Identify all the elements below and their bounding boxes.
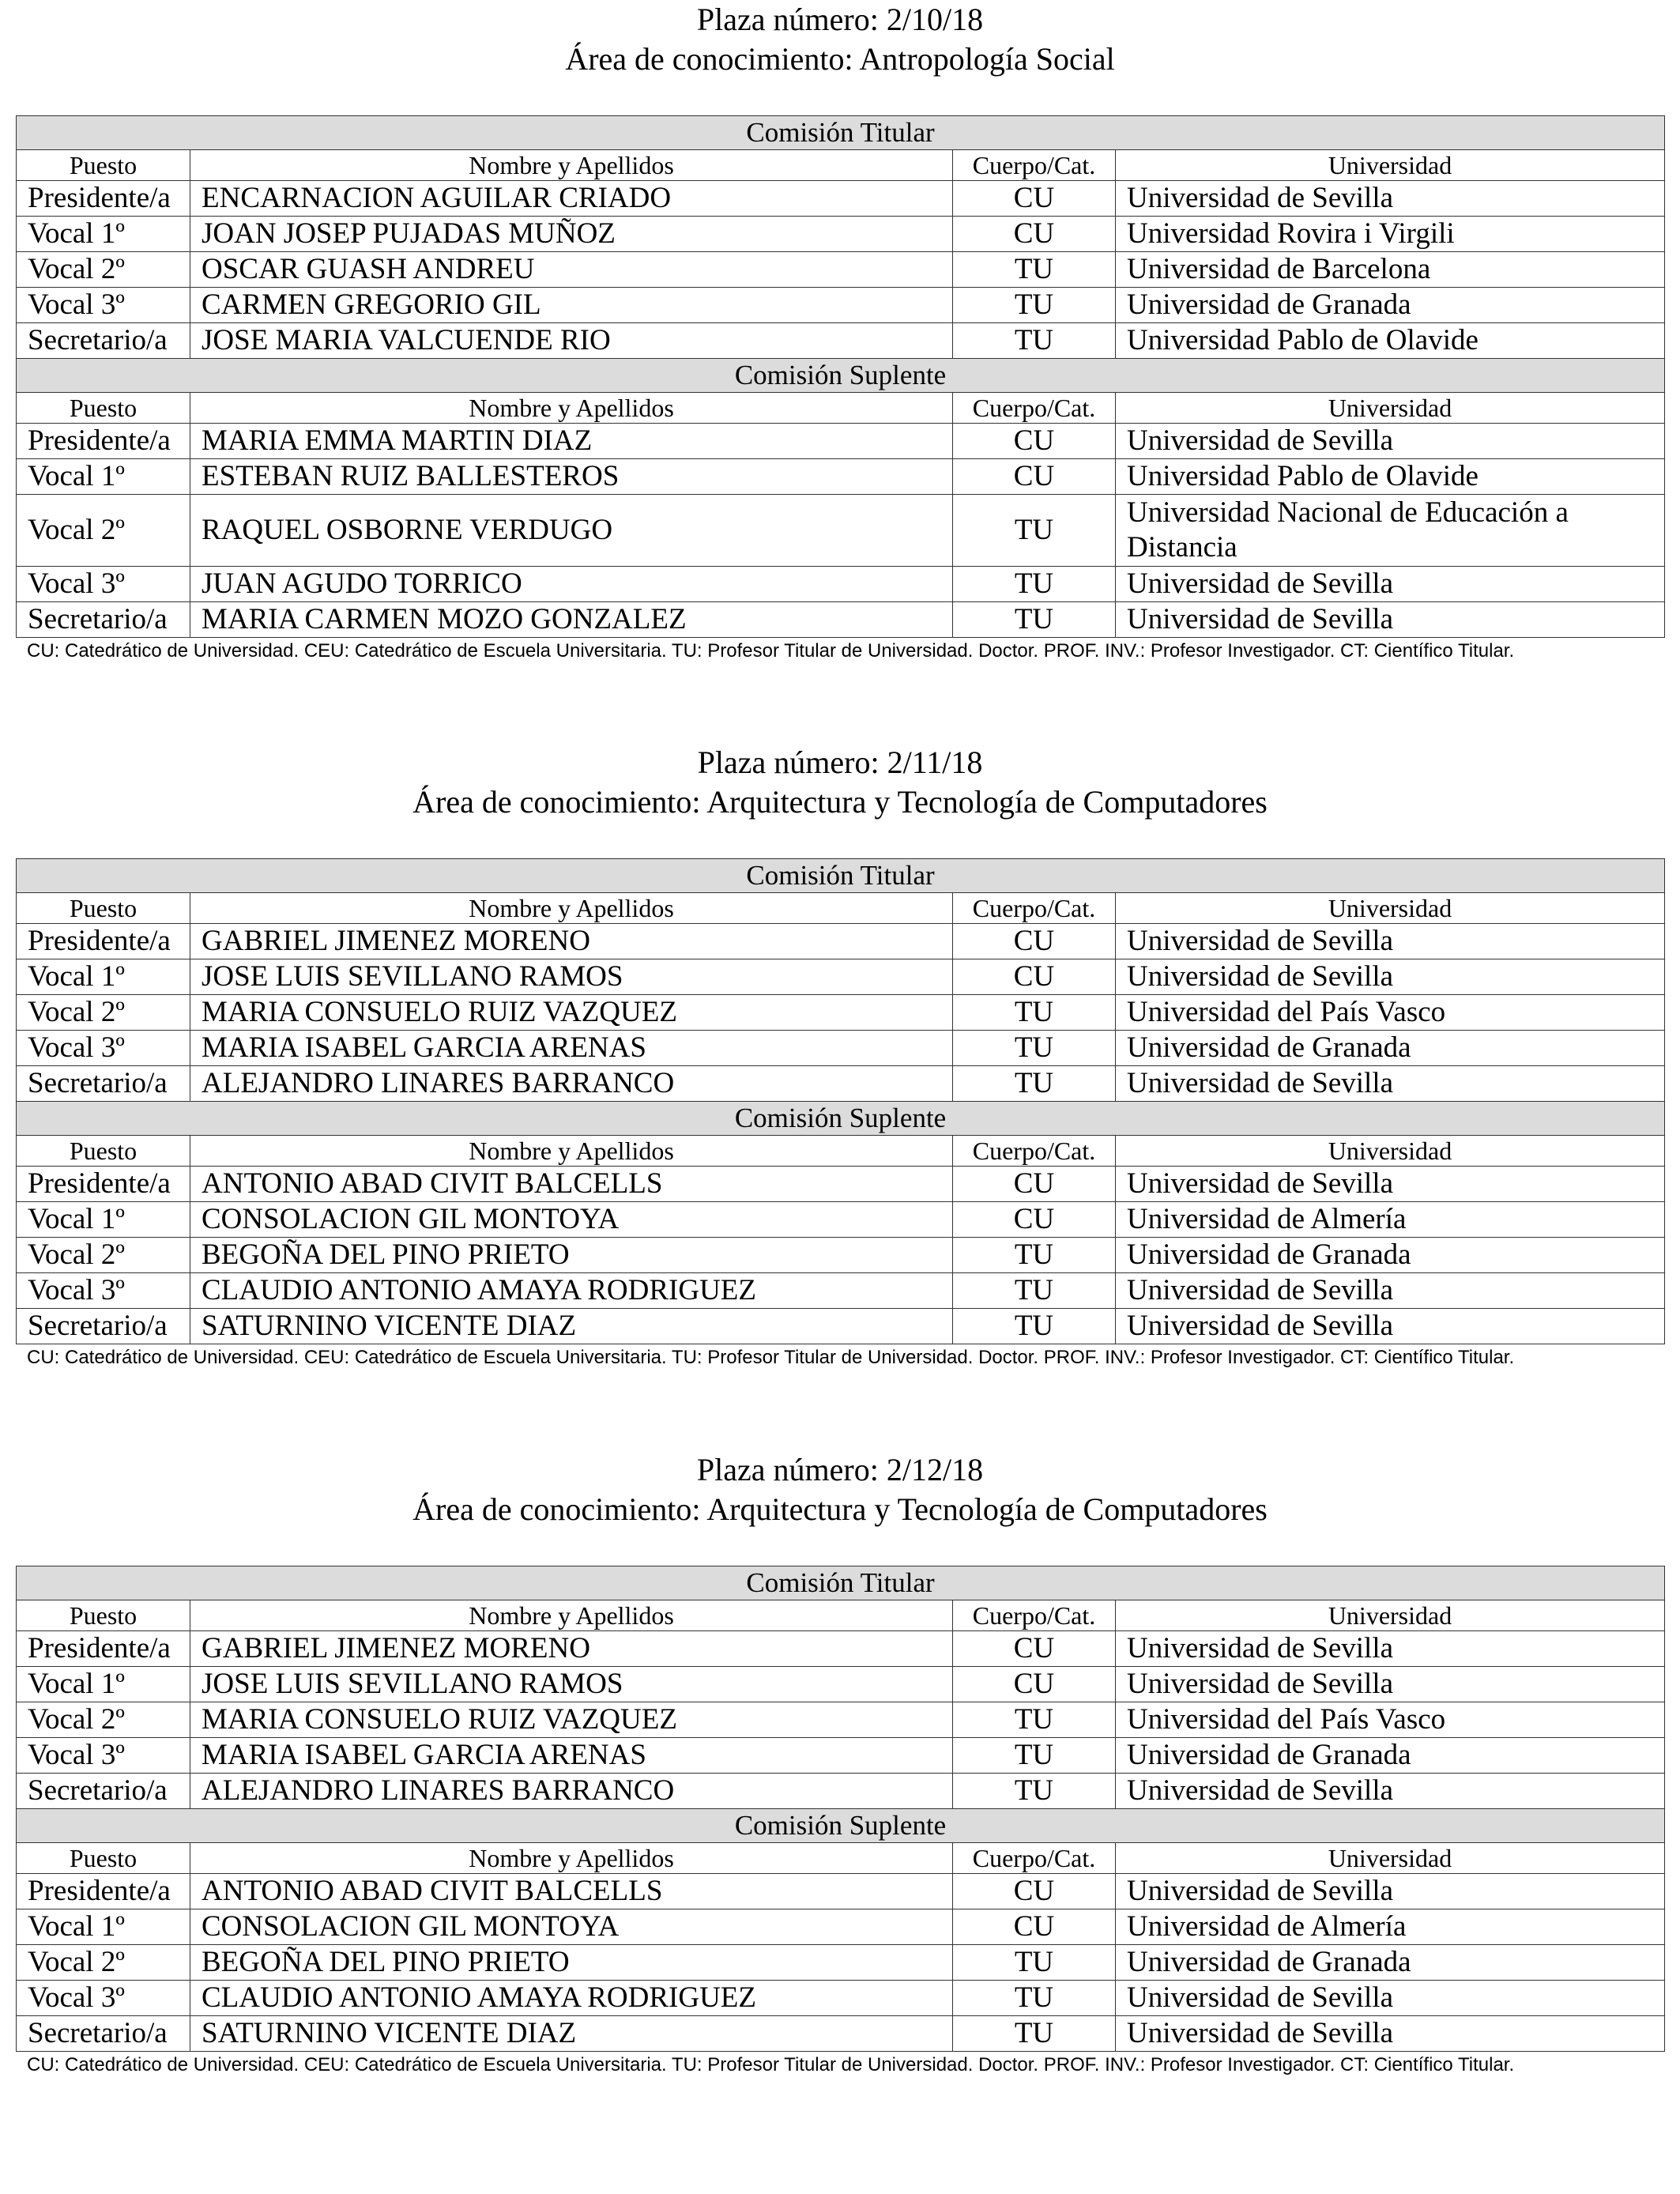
table-row bbox=[17, 1031, 1665, 1066]
cell-puesto: Presidente/a bbox=[17, 424, 190, 459]
knowledge-area: Área de conocimiento: Antropología Social bbox=[565, 41, 1115, 77]
column-header-cuerpo: Cuerpo/Cat. bbox=[953, 393, 1116, 424]
column-header-nombre: Nombre y Apellidos bbox=[190, 393, 953, 424]
column-header-cuerpo: Cuerpo/Cat. bbox=[953, 1600, 1116, 1631]
cell-universidad: Universidad de Sevilla bbox=[1116, 424, 1665, 459]
column-header-row bbox=[17, 1136, 1665, 1167]
cell-universidad: Universidad de Sevilla bbox=[1116, 567, 1665, 602]
cell-universidad: Universidad del País Vasco bbox=[1116, 995, 1665, 1031]
table-row bbox=[17, 959, 1665, 995]
cell-puesto: Presidente/a bbox=[17, 181, 190, 217]
column-header-row bbox=[17, 1843, 1665, 1874]
section-suplente bbox=[17, 1102, 1665, 1136]
section-suplente bbox=[17, 359, 1665, 393]
column-header-universidad: Universidad bbox=[1116, 393, 1665, 424]
column-header-puesto: Puesto bbox=[17, 1136, 190, 1167]
section-title: Comisión Titular bbox=[17, 1566, 1665, 1600]
cell-nombre: ENCARNACION AGUILAR CRIADO bbox=[190, 181, 953, 217]
cell-universidad: Universidad de Almería bbox=[1116, 1202, 1665, 1238]
cell-nombre: ALEJANDRO LINARES BARRANCO bbox=[190, 1066, 953, 1102]
plaza-block bbox=[16, 0, 1664, 663]
cell-nombre: CLAUDIO ANTONIO AMAYA RODRIGUEZ bbox=[190, 1981, 953, 2016]
cell-cuerpo: TU bbox=[953, 1981, 1116, 2016]
cell-nombre: CONSOLACION GIL MONTOYA bbox=[190, 1909, 953, 1945]
table-row bbox=[17, 323, 1665, 359]
column-header-universidad: Universidad bbox=[1116, 1136, 1665, 1167]
cell-puesto: Vocal 3º bbox=[17, 1981, 190, 2016]
cell-nombre: OSCAR GUASH ANDREU bbox=[190, 252, 953, 288]
column-header-universidad: Universidad bbox=[1116, 893, 1665, 924]
column-header-nombre: Nombre y Apellidos bbox=[190, 150, 953, 181]
cell-puesto: Vocal 2º bbox=[17, 995, 190, 1031]
cell-nombre: CONSOLACION GIL MONTOYA bbox=[190, 1202, 953, 1238]
cell-puesto: Vocal 3º bbox=[17, 288, 190, 323]
cell-puesto: Vocal 2º bbox=[17, 1945, 190, 1981]
table-row bbox=[17, 1238, 1665, 1273]
table-row bbox=[17, 995, 1665, 1031]
cell-puesto: Secretario/a bbox=[17, 602, 190, 638]
cell-universidad: Universidad de Sevilla bbox=[1116, 1981, 1665, 2016]
commission-table bbox=[16, 1566, 1665, 2052]
section-suplente bbox=[17, 1809, 1665, 1843]
table-row bbox=[17, 1981, 1665, 2016]
table-row bbox=[17, 1774, 1665, 1809]
cell-puesto: Vocal 1º bbox=[17, 1667, 190, 1702]
cell-nombre: JOSE LUIS SEVILLANO RAMOS bbox=[190, 959, 953, 995]
table-row bbox=[17, 1066, 1665, 1102]
cell-puesto: Presidente/a bbox=[17, 1874, 190, 1909]
plaza-block bbox=[16, 743, 1664, 1370]
cell-cuerpo: TU bbox=[953, 1273, 1116, 1309]
section-titular bbox=[17, 859, 1665, 893]
cell-universidad: Universidad de Sevilla bbox=[1116, 1667, 1665, 1702]
column-header-universidad: Universidad bbox=[1116, 150, 1665, 181]
cell-universidad: Universidad de Sevilla bbox=[1116, 181, 1665, 217]
cell-cuerpo: CU bbox=[953, 217, 1116, 252]
cell-nombre: MARIA CONSUELO RUIZ VAZQUEZ bbox=[190, 995, 953, 1031]
cell-nombre: BEGOÑA DEL PINO PRIETO bbox=[190, 1945, 953, 1981]
column-header-row bbox=[17, 393, 1665, 424]
table-row bbox=[17, 924, 1665, 959]
column-header-cuerpo: Cuerpo/Cat. bbox=[953, 150, 1116, 181]
cell-cuerpo: CU bbox=[953, 1202, 1116, 1238]
cell-nombre: GABRIEL JIMENEZ MORENO bbox=[190, 1631, 953, 1667]
cell-puesto: Secretario/a bbox=[17, 1774, 190, 1809]
cell-puesto: Vocal 1º bbox=[17, 1202, 190, 1238]
cell-nombre: SATURNINO VICENTE DIAZ bbox=[190, 1309, 953, 1344]
cell-universidad: Universidad Nacional de Educación a Distancia bbox=[1116, 495, 1665, 567]
cell-universidad: Universidad de Granada bbox=[1116, 1738, 1665, 1774]
commission-table-wrapper bbox=[16, 115, 1664, 638]
cell-cuerpo: TU bbox=[953, 252, 1116, 288]
abbreviation-note: CU: Catedrático de Universidad. CEU: Catedrático de Escuela Universitaria. TU: Profesor Titular de Universidad. Doctor. PROF. INV.: Profesor Investigador. CT: Científico Titular. bbox=[27, 2054, 1515, 2075]
table-row bbox=[17, 459, 1665, 495]
cell-cuerpo: CU bbox=[953, 1874, 1116, 1909]
column-header-puesto: Puesto bbox=[17, 893, 190, 924]
column-header-puesto: Puesto bbox=[17, 393, 190, 424]
column-header-puesto: Puesto bbox=[17, 150, 190, 181]
table-row bbox=[17, 567, 1665, 602]
plaza-number: Plaza número: 2/11/18 bbox=[697, 745, 983, 780]
cell-cuerpo: TU bbox=[953, 323, 1116, 359]
commission-table-wrapper bbox=[16, 1566, 1664, 2052]
cell-nombre: ALEJANDRO LINARES BARRANCO bbox=[190, 1774, 953, 1809]
table-row bbox=[17, 1631, 1665, 1667]
column-header-universidad: Universidad bbox=[1116, 1843, 1665, 1874]
cell-nombre: CARMEN GREGORIO GIL bbox=[190, 288, 953, 323]
column-header-nombre: Nombre y Apellidos bbox=[190, 1600, 953, 1631]
cell-cuerpo: TU bbox=[953, 1238, 1116, 1273]
table-row bbox=[17, 1702, 1665, 1738]
table-row bbox=[17, 2016, 1665, 2052]
cell-universidad: Universidad de Sevilla bbox=[1116, 1273, 1665, 1309]
section-title: Comisión Suplente bbox=[17, 359, 1665, 393]
cell-universidad: Universidad de Sevilla bbox=[1116, 1309, 1665, 1344]
cell-nombre: JOSE MARIA VALCUENDE RIO bbox=[190, 323, 953, 359]
cell-cuerpo: TU bbox=[953, 1702, 1116, 1738]
cell-cuerpo: TU bbox=[953, 995, 1116, 1031]
cell-nombre: JOAN JOSEP PUJADAS MUÑOZ bbox=[190, 217, 953, 252]
column-header-row bbox=[17, 1600, 1665, 1631]
commission-table bbox=[16, 115, 1665, 638]
table-row bbox=[17, 217, 1665, 252]
cell-universidad: Universidad Pablo de Olavide bbox=[1116, 459, 1665, 495]
cell-nombre: BEGOÑA DEL PINO PRIETO bbox=[190, 1238, 953, 1273]
cell-universidad: Universidad de Granada bbox=[1116, 1945, 1665, 1981]
cell-puesto: Secretario/a bbox=[17, 1066, 190, 1102]
cell-puesto: Presidente/a bbox=[17, 1631, 190, 1667]
commission-table-wrapper bbox=[16, 858, 1664, 1344]
table-row bbox=[17, 1945, 1665, 1981]
cell-nombre: JUAN AGUDO TORRICO bbox=[190, 567, 953, 602]
section-title: Comisión Titular bbox=[17, 116, 1665, 150]
section-titular bbox=[17, 1566, 1665, 1600]
cell-universidad: Universidad Pablo de Olavide bbox=[1116, 323, 1665, 359]
cell-cuerpo: TU bbox=[953, 1738, 1116, 1774]
column-header-nombre: Nombre y Apellidos bbox=[190, 1843, 953, 1874]
cell-nombre: ESTEBAN RUIZ BALLESTEROS bbox=[190, 459, 953, 495]
cell-cuerpo: TU bbox=[953, 1309, 1116, 1344]
section-title: Comisión Titular bbox=[17, 859, 1665, 893]
cell-puesto: Vocal 1º bbox=[17, 217, 190, 252]
cell-puesto: Secretario/a bbox=[17, 1309, 190, 1344]
cell-puesto: Vocal 1º bbox=[17, 959, 190, 995]
table-row bbox=[17, 288, 1665, 323]
cell-puesto: Vocal 1º bbox=[17, 459, 190, 495]
cell-universidad: Universidad de Sevilla bbox=[1116, 1167, 1665, 1202]
table-row bbox=[17, 1309, 1665, 1344]
column-header-universidad: Universidad bbox=[1116, 1600, 1665, 1631]
cell-universidad: Universidad de Sevilla bbox=[1116, 959, 1665, 995]
cell-universidad: Universidad de Granada bbox=[1116, 1238, 1665, 1273]
cell-universidad: Universidad de Sevilla bbox=[1116, 1631, 1665, 1667]
cell-nombre: MARIA ISABEL GARCIA ARENAS bbox=[190, 1738, 953, 1774]
cell-puesto: Vocal 2º bbox=[17, 1238, 190, 1273]
cell-nombre: CLAUDIO ANTONIO AMAYA RODRIGUEZ bbox=[190, 1273, 953, 1309]
table-row bbox=[17, 1909, 1665, 1945]
cell-puesto: Vocal 3º bbox=[17, 567, 190, 602]
table-row bbox=[17, 602, 1665, 638]
cell-cuerpo: CU bbox=[953, 181, 1116, 217]
cell-cuerpo: TU bbox=[953, 495, 1116, 567]
table-row bbox=[17, 1202, 1665, 1238]
plaza-block bbox=[16, 1450, 1664, 2077]
cell-puesto: Vocal 1º bbox=[17, 1909, 190, 1945]
column-header-nombre: Nombre y Apellidos bbox=[190, 893, 953, 924]
knowledge-area: Área de conocimiento: Arquitectura y Tecnología de Computadores bbox=[412, 1491, 1268, 1527]
column-header-puesto: Puesto bbox=[17, 1843, 190, 1874]
cell-universidad: Universidad de Sevilla bbox=[1116, 1066, 1665, 1102]
cell-puesto: Secretario/a bbox=[17, 323, 190, 359]
cell-cuerpo: TU bbox=[953, 1945, 1116, 1981]
cell-universidad: Universidad Rovira i Virgili bbox=[1116, 217, 1665, 252]
cell-cuerpo: CU bbox=[953, 1631, 1116, 1667]
cell-nombre: ANTONIO ABAD CIVIT BALCELLS bbox=[190, 1874, 953, 1909]
column-header-puesto: Puesto bbox=[17, 1600, 190, 1631]
cell-cuerpo: TU bbox=[953, 1031, 1116, 1066]
cell-puesto: Presidente/a bbox=[17, 924, 190, 959]
section-titular bbox=[17, 116, 1665, 150]
cell-cuerpo: TU bbox=[953, 288, 1116, 323]
column-header-row bbox=[17, 893, 1665, 924]
cell-cuerpo: TU bbox=[953, 1066, 1116, 1102]
cell-universidad: Universidad de Almería bbox=[1116, 1909, 1665, 1945]
plaza-number: Plaza número: 2/12/18 bbox=[696, 1452, 984, 1487]
cell-nombre: MARIA CONSUELO RUIZ VAZQUEZ bbox=[190, 1702, 953, 1738]
column-header-cuerpo: Cuerpo/Cat. bbox=[953, 893, 1116, 924]
knowledge-area: Área de conocimiento: Arquitectura y Tecnología de Computadores bbox=[412, 784, 1268, 820]
cell-puesto: Presidente/a bbox=[17, 1167, 190, 1202]
commission-table bbox=[16, 858, 1665, 1344]
table-row bbox=[17, 252, 1665, 288]
section-title: Comisión Suplente bbox=[17, 1809, 1665, 1843]
cell-universidad: Universidad del País Vasco bbox=[1116, 1702, 1665, 1738]
cell-cuerpo: CU bbox=[953, 424, 1116, 459]
section-title: Comisión Suplente bbox=[17, 1102, 1665, 1136]
cell-nombre: SATURNINO VICENTE DIAZ bbox=[190, 2016, 953, 2052]
cell-nombre: JOSE LUIS SEVILLANO RAMOS bbox=[190, 1667, 953, 1702]
cell-universidad: Universidad de Sevilla bbox=[1116, 602, 1665, 638]
cell-universidad: Universidad de Granada bbox=[1116, 288, 1665, 323]
cell-universidad: Universidad de Sevilla bbox=[1116, 1874, 1665, 1909]
column-header-cuerpo: Cuerpo/Cat. bbox=[953, 1843, 1116, 1874]
cell-puesto: Vocal 3º bbox=[17, 1031, 190, 1066]
cell-cuerpo: CU bbox=[953, 924, 1116, 959]
table-row bbox=[17, 1874, 1665, 1909]
table-row bbox=[17, 424, 1665, 459]
table-row bbox=[17, 1167, 1665, 1202]
cell-cuerpo: CU bbox=[953, 1909, 1116, 1945]
cell-puesto: Vocal 2º bbox=[17, 495, 190, 567]
table-row bbox=[17, 1667, 1665, 1702]
cell-cuerpo: TU bbox=[953, 602, 1116, 638]
cell-cuerpo: TU bbox=[953, 2016, 1116, 2052]
cell-cuerpo: CU bbox=[953, 1667, 1116, 1702]
cell-nombre: ANTONIO ABAD CIVIT BALCELLS bbox=[190, 1167, 953, 1202]
table-row bbox=[17, 495, 1665, 567]
cell-cuerpo: TU bbox=[953, 567, 1116, 602]
abbreviation-note: CU: Catedrático de Universidad. CEU: Catedrático de Escuela Universitaria. TU: Profesor Titular de Universidad. Doctor. PROF. INV.: Profesor Investigador. CT: Científico Titular. bbox=[27, 640, 1515, 662]
cell-puesto: Vocal 2º bbox=[17, 1702, 190, 1738]
cell-puesto: Vocal 3º bbox=[17, 1738, 190, 1774]
cell-universidad: Universidad de Sevilla bbox=[1116, 924, 1665, 959]
column-header-cuerpo: Cuerpo/Cat. bbox=[953, 1136, 1116, 1167]
table-row bbox=[17, 181, 1665, 217]
cell-cuerpo: CU bbox=[953, 959, 1116, 995]
table-row bbox=[17, 1738, 1665, 1774]
cell-universidad: Universidad de Granada bbox=[1116, 1031, 1665, 1066]
cell-nombre: MARIA CARMEN MOZO GONZALEZ bbox=[190, 602, 953, 638]
cell-universidad: Universidad de Sevilla bbox=[1116, 1774, 1665, 1809]
cell-cuerpo: CU bbox=[953, 1167, 1116, 1202]
cell-puesto: Secretario/a bbox=[17, 2016, 190, 2052]
abbreviation-note: CU: Catedrático de Universidad. CEU: Catedrático de Escuela Universitaria. TU: Profesor Titular de Universidad. Doctor. PROF. INV.: Profesor Investigador. CT: Científico Titular. bbox=[27, 1347, 1515, 1368]
cell-puesto: Vocal 2º bbox=[17, 252, 190, 288]
cell-universidad: Universidad de Sevilla bbox=[1116, 2016, 1665, 2052]
cell-nombre: MARIA EMMA MARTIN DIAZ bbox=[190, 424, 953, 459]
column-header-row bbox=[17, 150, 1665, 181]
cell-nombre: MARIA ISABEL GARCIA ARENAS bbox=[190, 1031, 953, 1066]
cell-cuerpo: TU bbox=[953, 1774, 1116, 1809]
table-row bbox=[17, 1273, 1665, 1309]
cell-nombre: GABRIEL JIMENEZ MORENO bbox=[190, 924, 953, 959]
cell-cuerpo: CU bbox=[953, 459, 1116, 495]
cell-puesto: Vocal 3º bbox=[17, 1273, 190, 1309]
plaza-number: Plaza número: 2/10/18 bbox=[696, 2, 984, 37]
column-header-nombre: Nombre y Apellidos bbox=[190, 1136, 953, 1167]
cell-nombre: RAQUEL OSBORNE VERDUGO bbox=[190, 495, 953, 567]
cell-universidad: Universidad de Barcelona bbox=[1116, 252, 1665, 288]
